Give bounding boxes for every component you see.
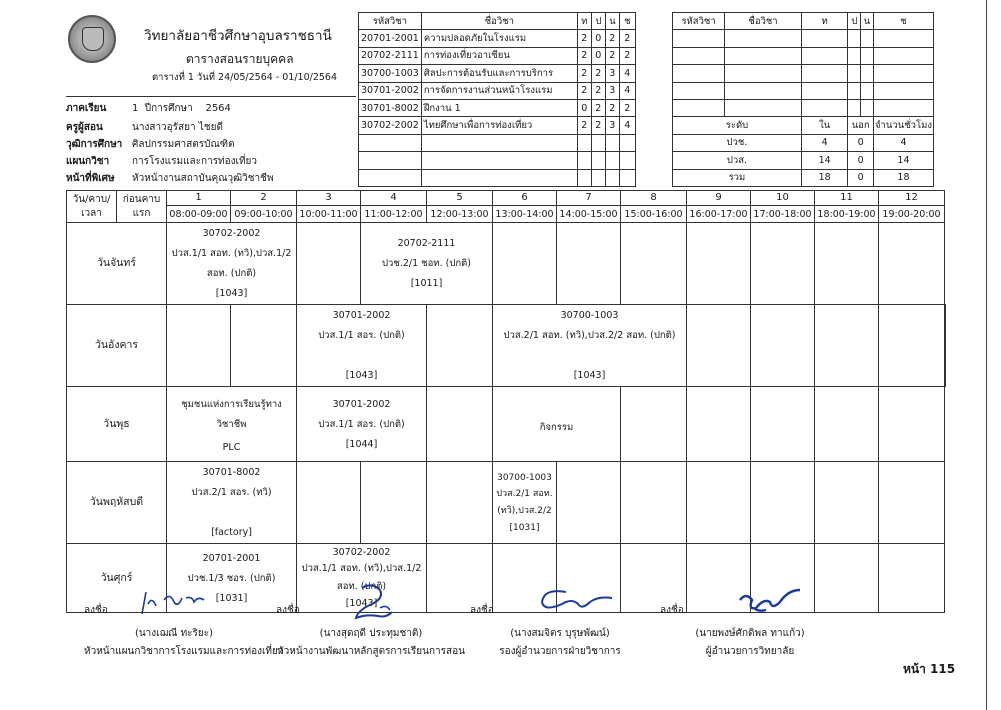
signer-title: หัวหน้างานพัฒนาหลักสูตรการเรียนการสอน bbox=[277, 646, 465, 657]
practice-hours: 2 bbox=[591, 117, 605, 134]
practice-hours: 0 bbox=[591, 47, 605, 64]
empty-slot bbox=[815, 223, 879, 305]
semester-row bbox=[66, 101, 231, 116]
subjects-header: ท bbox=[801, 13, 848, 30]
class-slot bbox=[297, 387, 427, 462]
subjects-header: รหัสวิชา bbox=[673, 13, 725, 30]
empty-slot bbox=[751, 462, 815, 544]
sign-label: ลงชื่อ bbox=[660, 605, 684, 616]
signature-mark-4 bbox=[734, 586, 804, 616]
room: [1043] bbox=[573, 370, 606, 381]
empty-slot bbox=[621, 387, 687, 462]
hours-header: จำนวนชั่วโมง bbox=[873, 117, 933, 134]
class-slot bbox=[493, 462, 557, 544]
duty-value: หัวหน้างานสถาบันคุณวุฒิวิชาชีพ bbox=[132, 173, 274, 184]
duty-row bbox=[66, 171, 274, 186]
class-group: ปวส.2/1 สอท. bbox=[496, 489, 553, 499]
total-hours: 2 bbox=[619, 99, 635, 116]
empty-slot bbox=[621, 223, 687, 305]
day-label: วันอังคาร bbox=[67, 305, 167, 387]
empty-slot bbox=[751, 387, 815, 462]
activity-slot bbox=[493, 387, 621, 462]
subject-name: ความปลอดภัยในโรงแรม bbox=[421, 30, 577, 47]
subjects-header: ชื่อวิชา bbox=[725, 13, 802, 30]
degree-row bbox=[66, 137, 235, 152]
period-number: 6 bbox=[493, 191, 557, 206]
time-slot: 14:00-15:00 bbox=[557, 206, 621, 223]
time-slot: 15:00-16:00 bbox=[621, 206, 687, 223]
subjects-header: ช bbox=[873, 13, 933, 30]
day-row-tuesday bbox=[67, 305, 946, 387]
duty-label: หน้าที่พิเศษ bbox=[66, 173, 115, 184]
total-hours: 2 bbox=[619, 30, 635, 47]
period-number: 11 bbox=[815, 191, 879, 206]
day-label: วันพฤหัสบดี bbox=[67, 462, 167, 544]
empty-slot bbox=[427, 462, 493, 544]
hours-value: 18 bbox=[873, 169, 933, 186]
time-slot: 18:00-19:00 bbox=[815, 206, 879, 223]
in-value: 4 bbox=[801, 134, 848, 151]
activity-code: PLC bbox=[222, 442, 241, 453]
corner-label: วัน/คาบ/เวลา bbox=[67, 191, 117, 223]
teacher-value: นางสาวอุรัสยา ไชยดี bbox=[132, 122, 223, 133]
day-row-thursday bbox=[67, 462, 946, 544]
period-number: 5 bbox=[427, 191, 493, 206]
summary-empty-row bbox=[673, 47, 934, 64]
class-slot bbox=[493, 305, 687, 387]
subject-name: การท่องเที่ยวอาเซียน bbox=[421, 47, 577, 64]
credits: 2 bbox=[605, 47, 619, 64]
theory-hours: 2 bbox=[577, 117, 591, 134]
signer-name: (นางสุดฤดี ประทุมชาติ) bbox=[319, 628, 423, 639]
empty-slot bbox=[687, 462, 751, 544]
signature-mark-3 bbox=[536, 584, 620, 614]
period-number: 8 bbox=[621, 191, 687, 206]
class-group: ปวส.1/1 สอร. (ปกติ) bbox=[318, 418, 405, 430]
empty-slot bbox=[751, 223, 815, 305]
empty-slot bbox=[687, 387, 751, 462]
credits: 2 bbox=[605, 99, 619, 116]
empty-slot bbox=[557, 462, 621, 544]
sign-label: ลงชื่อ bbox=[470, 605, 494, 616]
activity-name: กิจกรรม bbox=[539, 422, 574, 433]
summary-empty-row bbox=[673, 30, 934, 47]
empty-slot bbox=[879, 462, 945, 544]
credits: 2 bbox=[605, 30, 619, 47]
out-value: 0 bbox=[848, 152, 874, 169]
subject-code: 30701-2002 bbox=[332, 310, 391, 321]
theory-hours: 2 bbox=[577, 82, 591, 99]
time-slot: 17:00-18:00 bbox=[751, 206, 815, 223]
subject-code: 30702-2002 bbox=[359, 117, 422, 134]
day-label: วันพุธ bbox=[67, 387, 167, 462]
empty-slot bbox=[687, 223, 751, 305]
subject-row bbox=[359, 47, 636, 64]
theory-hours: 2 bbox=[577, 30, 591, 47]
credits: 3 bbox=[605, 82, 619, 99]
department-label: แผนกวิชา bbox=[66, 156, 110, 167]
subject-code: 30700-1003 bbox=[359, 65, 422, 82]
total-hours: 4 bbox=[619, 117, 635, 134]
total-hours: 4 bbox=[619, 82, 635, 99]
signer-name: (นางสมจิตร บุรุษพัฒน์) bbox=[510, 628, 610, 639]
empty-slot bbox=[557, 223, 621, 305]
subjects-header: ช bbox=[619, 13, 635, 30]
day-label: วันศุกร์ bbox=[67, 544, 167, 613]
subject-code: 30700-1003 bbox=[497, 473, 552, 483]
time-slot: 09:00-10:00 bbox=[231, 206, 297, 223]
semester-value: 1 bbox=[132, 103, 139, 114]
room: [1031] bbox=[509, 523, 540, 533]
summary-empty-row bbox=[673, 99, 934, 116]
activity-slot bbox=[167, 387, 297, 462]
subject-row bbox=[359, 65, 636, 82]
subject-row bbox=[359, 30, 636, 47]
class-group: ปวส.1/1 สอร. (ปกติ) bbox=[318, 330, 405, 341]
class-group-2: สอท. (ปกติ) bbox=[206, 268, 257, 279]
in-header: ใน bbox=[801, 117, 848, 134]
class-group-2: (ทวิ),ปวส.2/2 bbox=[497, 506, 552, 516]
day-label: วันจันทร์ bbox=[67, 223, 167, 305]
period-number: 7 bbox=[557, 191, 621, 206]
empty-slot bbox=[879, 305, 945, 387]
semester-label: ภาคเรียน bbox=[66, 103, 107, 114]
empty-slot bbox=[815, 305, 879, 387]
practice-hours: 2 bbox=[591, 99, 605, 116]
empty-slot bbox=[427, 305, 493, 387]
room: [1044] bbox=[345, 438, 378, 450]
schedule-header bbox=[66, 12, 934, 188]
subjects-header: น bbox=[605, 13, 619, 30]
signer-title: หัวหน้าแผนกวิชาการโรงแรมและการท่องเที่ยว bbox=[84, 646, 284, 657]
period-number: 12 bbox=[879, 191, 945, 206]
teacher-label: ครูผู้สอน bbox=[66, 122, 103, 133]
subject-code: 20702-2111 bbox=[359, 47, 422, 64]
subject-name: ฝึกงาน 1 bbox=[421, 99, 577, 116]
empty-slot bbox=[621, 462, 687, 544]
subjects-header: น bbox=[861, 13, 874, 30]
subjects-header: ป bbox=[848, 13, 861, 30]
level: ปวช. bbox=[673, 134, 802, 151]
subjects-header: รหัสวิชา bbox=[359, 13, 422, 30]
activity-name: ชุมชนแห่งการเรียนรู้ทางวิชาชีพ bbox=[181, 399, 282, 430]
empty-slot bbox=[167, 305, 231, 387]
empty-slot bbox=[879, 544, 945, 613]
empty-slot bbox=[231, 305, 297, 387]
summary-table bbox=[672, 12, 934, 187]
level: ปวส. bbox=[673, 152, 802, 169]
period-number: 3 bbox=[297, 191, 361, 206]
subjects-table bbox=[358, 12, 636, 187]
period-number: 4 bbox=[361, 191, 427, 206]
period-row bbox=[67, 191, 946, 206]
empty-slot bbox=[687, 305, 751, 387]
empty-slot bbox=[879, 387, 945, 462]
class-group-2: สอท. (ปกติ) bbox=[336, 580, 387, 592]
sign-label: ลงชื่อ bbox=[276, 605, 300, 616]
credits: 3 bbox=[605, 65, 619, 82]
page-edge bbox=[986, 0, 987, 710]
hours-value: 4 bbox=[873, 134, 933, 151]
signer-title: รองผู้อำนวยการฝ่ายวิชาการ bbox=[499, 646, 621, 657]
theory-hours: 2 bbox=[577, 47, 591, 64]
summary-row bbox=[673, 152, 934, 169]
subject-name: ศิลปะการต้อนรับและการบริการ bbox=[421, 65, 577, 82]
class-group: ปวส.1/1 สอท. (ทวิ),ปวส.1/2 bbox=[301, 562, 422, 574]
subject-code: 30700-1003 bbox=[560, 310, 619, 321]
subjects-header-row bbox=[359, 13, 636, 30]
summary-empty-row bbox=[673, 82, 934, 99]
room: [1043] bbox=[215, 288, 248, 299]
summary-subject-header bbox=[673, 13, 934, 30]
empty-slot bbox=[297, 223, 361, 305]
theory-hours: 2 bbox=[577, 65, 591, 82]
subject-row-empty bbox=[359, 152, 636, 169]
class-group: ปวช.1/3 ชอร. (ปกติ) bbox=[187, 572, 276, 584]
signer-title: ผู้อำนวยการวิทยาลัย bbox=[705, 646, 795, 657]
subject-code: 30701-8002 bbox=[202, 467, 261, 478]
class-group: ปวช.2/1 ชอท. (ปกติ) bbox=[382, 258, 471, 269]
subjects-header: ชื่อวิชา bbox=[421, 13, 577, 30]
practice-hours: 0 bbox=[591, 30, 605, 47]
subject-code: 20702-2111 bbox=[397, 238, 456, 249]
empty-slot bbox=[361, 462, 427, 544]
in-value: 18 bbox=[801, 169, 848, 186]
period-number: 9 bbox=[687, 191, 751, 206]
subjects-header: ป bbox=[591, 13, 605, 30]
out-value: 0 bbox=[848, 169, 874, 186]
class-group: ปวส.2/1 สอท. (ทวิ),ปวส.2/2 สอท. (ปกติ) bbox=[503, 330, 676, 341]
time-slot: 19:00-20:00 bbox=[879, 206, 945, 223]
year-label: ปีการศึกษา bbox=[144, 103, 193, 114]
class-slot bbox=[361, 223, 493, 305]
empty-slot bbox=[879, 223, 945, 305]
schedule-title: ตารางสอนรายบุคคล bbox=[186, 52, 294, 66]
practice-hours: 2 bbox=[591, 82, 605, 99]
signer-name: (นางเฌณี ทะริยะ) bbox=[134, 628, 214, 639]
room: [1011] bbox=[410, 278, 443, 289]
header-info-block bbox=[66, 12, 356, 188]
room: [1031] bbox=[215, 592, 248, 604]
subject-name: ไทยศึกษาเพื่อการท่องเที่ยว bbox=[421, 117, 577, 134]
level-header: ระดับ bbox=[673, 117, 802, 134]
summary-total-row bbox=[673, 169, 934, 186]
day-row-monday bbox=[67, 223, 946, 305]
class-group: ปวส.2/1 สอร. (ทวิ) bbox=[191, 487, 272, 498]
divider bbox=[66, 96, 356, 97]
room: [1043] bbox=[345, 370, 378, 381]
empty-slot bbox=[297, 462, 361, 544]
page-number: หน้า 115 bbox=[903, 662, 956, 676]
theory-hours: 0 bbox=[577, 99, 591, 116]
level: รวม bbox=[673, 169, 802, 186]
degree-label: วุฒิการศึกษา bbox=[66, 139, 123, 150]
subject-name: การจัดการงานส่วนหน้าโรงแรม bbox=[421, 82, 577, 99]
out-value: 0 bbox=[848, 134, 874, 151]
subjects-header: ท bbox=[577, 13, 591, 30]
time-slot: 11:00-12:00 bbox=[361, 206, 427, 223]
period-number: 2 bbox=[231, 191, 297, 206]
subject-code: 30702-2002 bbox=[202, 228, 261, 239]
empty-slot bbox=[945, 305, 946, 387]
college-crest-icon bbox=[68, 15, 116, 63]
class-slot bbox=[167, 462, 297, 544]
time-row bbox=[67, 206, 946, 223]
total-hours: 4 bbox=[619, 65, 635, 82]
signer-name: (นายพงษ์ศักดิพล ทาแก้ว) bbox=[695, 628, 805, 639]
time-slot: 12:00-13:00 bbox=[427, 206, 493, 223]
schedule-subtitle: ตารางที่ 1 วันที่ 24/05/2564 - 01/10/2564 bbox=[152, 72, 338, 83]
empty-slot bbox=[815, 387, 879, 462]
sign-label: ลงชื่อ bbox=[84, 605, 108, 616]
subject-code: 30701-2002 bbox=[359, 82, 422, 99]
department-row bbox=[66, 154, 257, 169]
empty-slot bbox=[427, 387, 493, 462]
signature-mark-1 bbox=[134, 586, 224, 616]
degree-value: ศิลปกรรมศาสตรบัณฑิต bbox=[132, 139, 235, 150]
subject-code: 20701-2001 bbox=[202, 552, 261, 564]
subject-code: 30701-2002 bbox=[332, 398, 391, 410]
class-slot bbox=[167, 223, 297, 305]
empty-slot bbox=[815, 462, 879, 544]
period-number: 1 bbox=[167, 191, 231, 206]
room: [factory] bbox=[211, 527, 252, 538]
class-slot bbox=[297, 305, 427, 387]
class-group: ปวส.1/1 สอท. (ทวิ),ปวส.1/2 bbox=[171, 248, 292, 259]
time-slot: 10:00-11:00 bbox=[297, 206, 361, 223]
year-value: 2564 bbox=[205, 103, 231, 114]
practice-hours: 2 bbox=[591, 65, 605, 82]
day-row-wednesday bbox=[67, 387, 946, 462]
credits: 3 bbox=[605, 117, 619, 134]
summary-header-row bbox=[673, 117, 934, 134]
room: [1043] bbox=[345, 597, 378, 609]
summary-row bbox=[673, 134, 934, 151]
time-slot: 13:00-14:00 bbox=[493, 206, 557, 223]
subject-row-empty bbox=[359, 169, 636, 186]
subject-row bbox=[359, 99, 636, 116]
subject-row bbox=[359, 82, 636, 99]
subject-code: 30702-2002 bbox=[332, 546, 391, 558]
summary-empty-row bbox=[673, 65, 934, 82]
timetable bbox=[66, 190, 946, 613]
empty-slot bbox=[493, 223, 557, 305]
subject-row-empty bbox=[359, 134, 636, 151]
teacher-row bbox=[66, 120, 223, 135]
subject-row bbox=[359, 117, 636, 134]
subject-code: 20701-2001 bbox=[359, 30, 422, 47]
time-slot: 08:00-09:00 bbox=[167, 206, 231, 223]
time-slot: 16:00-17:00 bbox=[687, 206, 751, 223]
empty-slot bbox=[751, 305, 815, 387]
period-number: 10 bbox=[751, 191, 815, 206]
subject-code: 30701-8002 bbox=[359, 99, 422, 116]
before-first-label: ก่อนคาบแรก bbox=[117, 191, 167, 223]
department-value: การโรงแรมและการท่องเที่ยว bbox=[132, 156, 258, 167]
total-hours: 2 bbox=[619, 47, 635, 64]
signature-mark-2 bbox=[346, 580, 406, 620]
out-header: นอก bbox=[848, 117, 874, 134]
hours-value: 14 bbox=[873, 152, 933, 169]
college-name: วิทยาลัยอาชีวศึกษาอุบลราชธานี bbox=[144, 28, 332, 44]
in-value: 14 bbox=[801, 152, 848, 169]
